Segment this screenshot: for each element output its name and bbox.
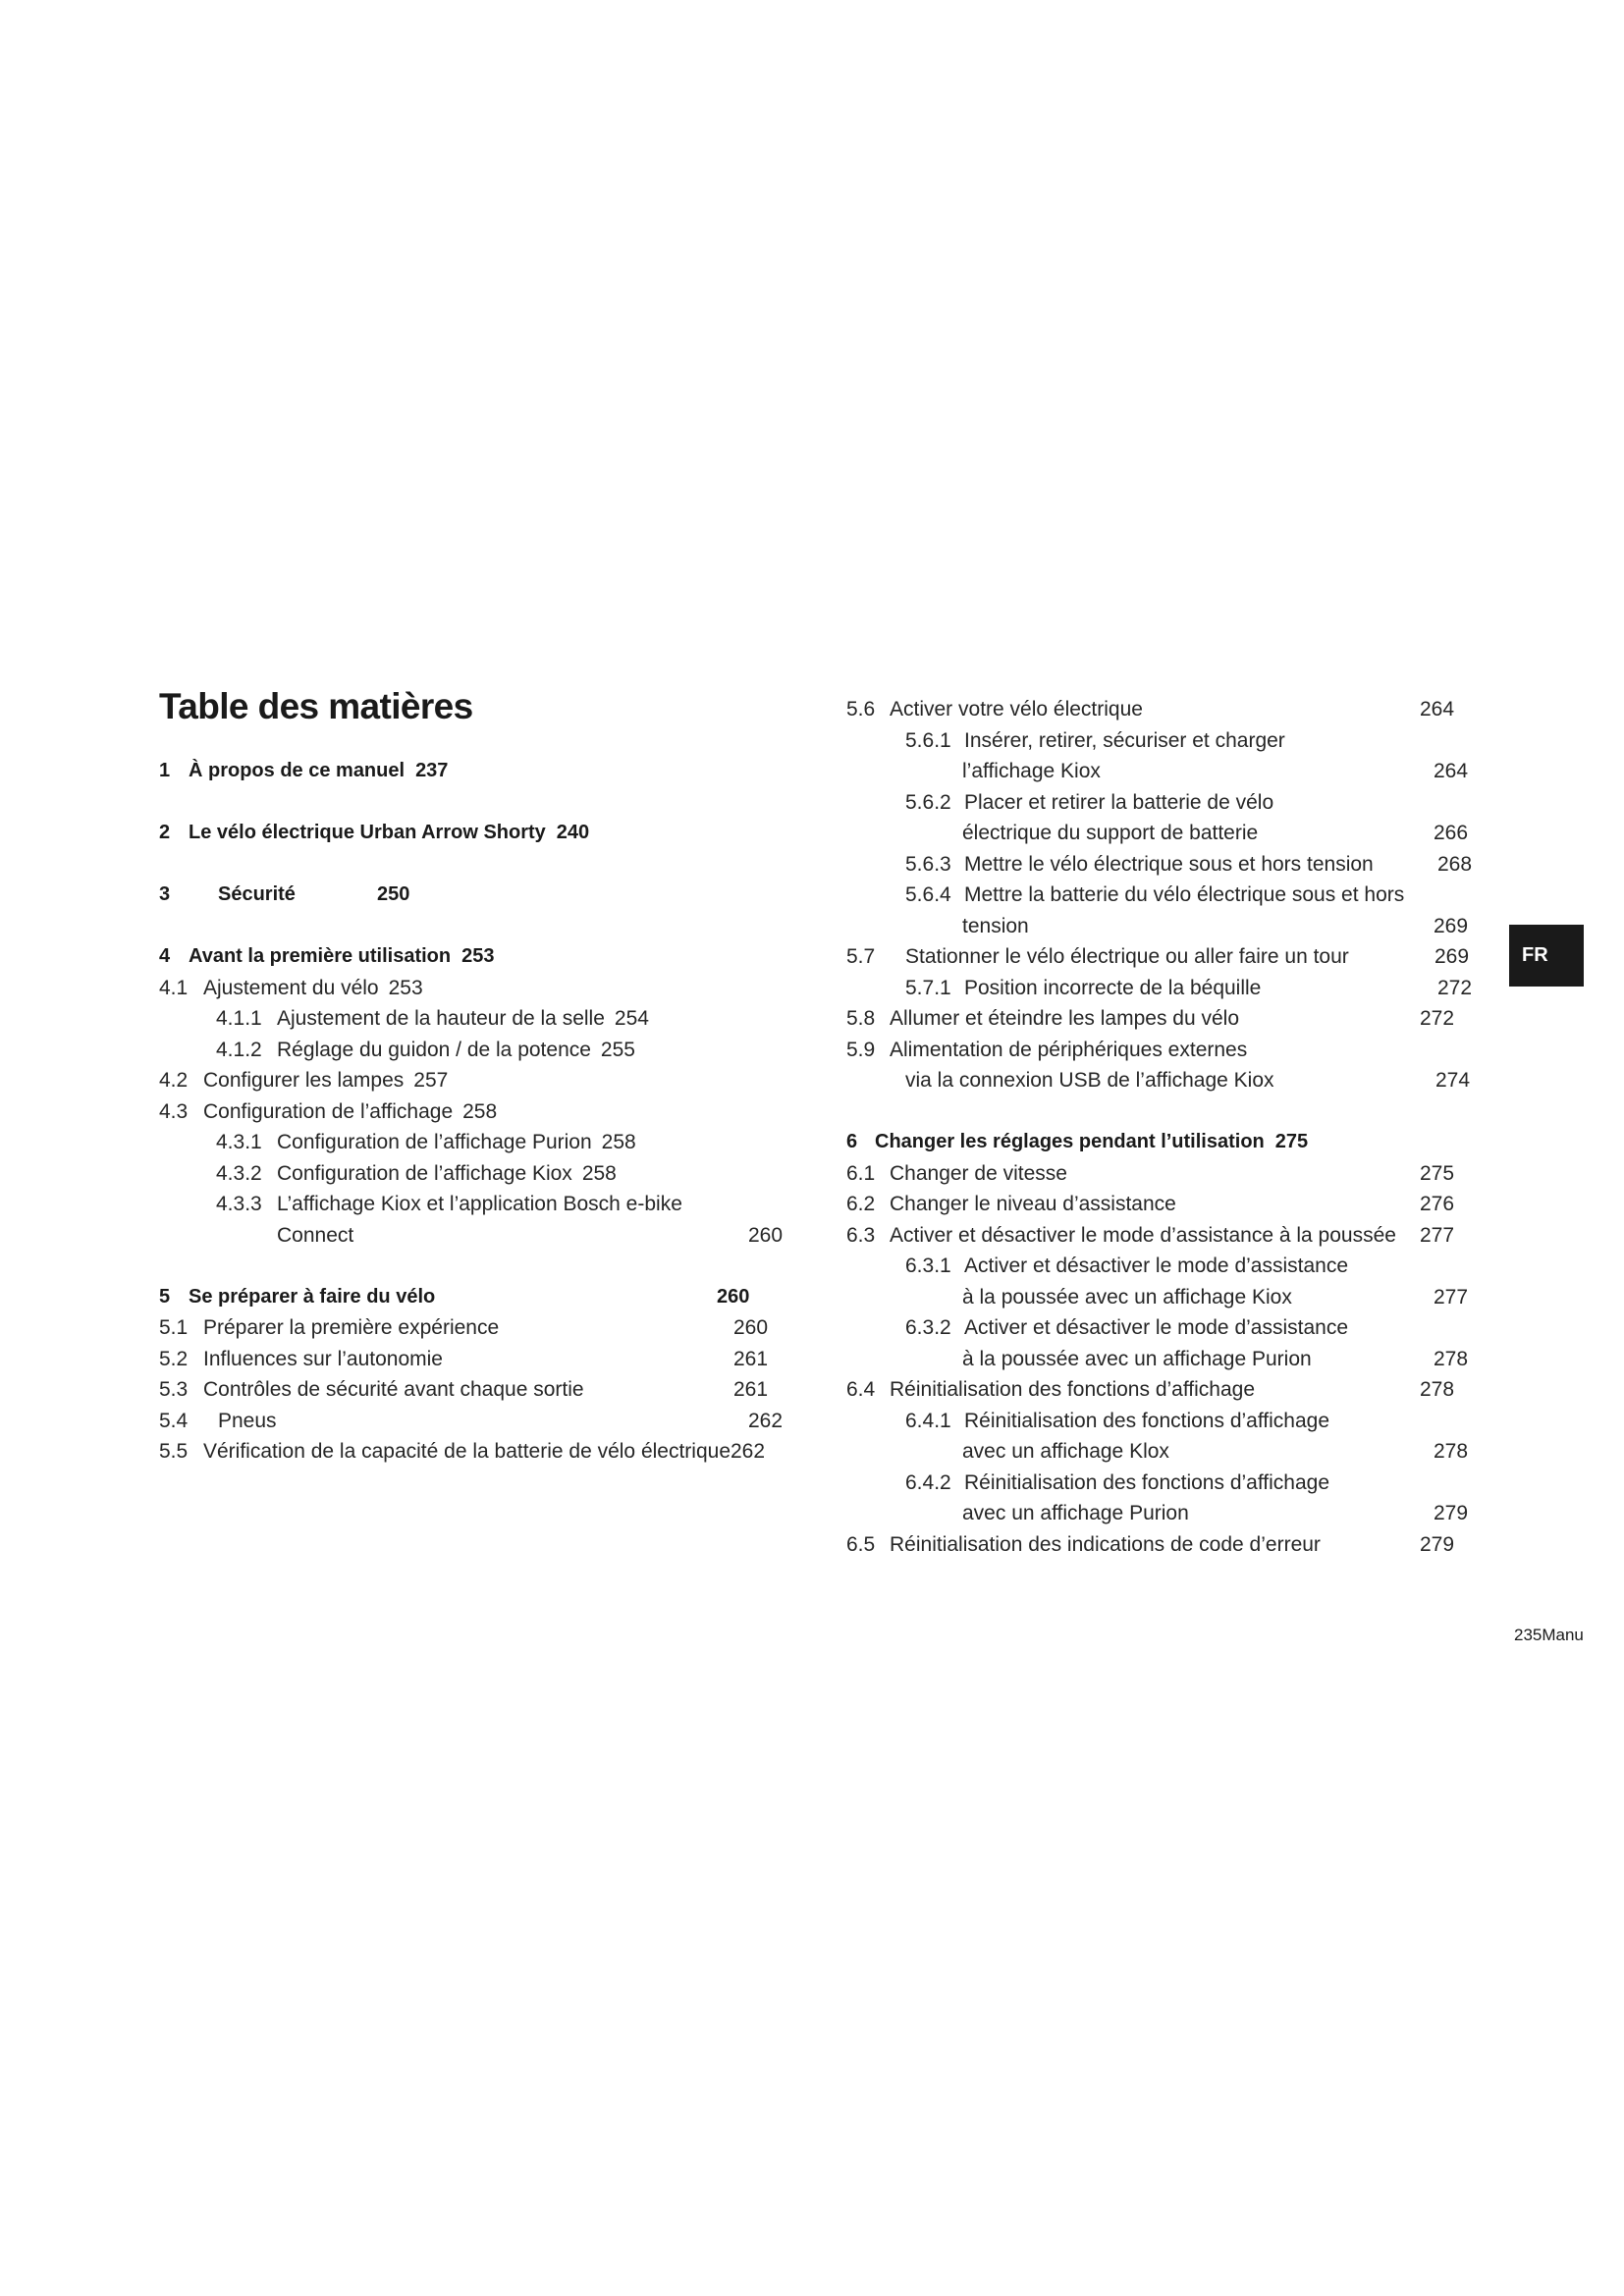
entry-number: 6.5: [846, 1532, 876, 1556]
toc-section-row: [846, 1374, 1475, 1406]
row-spacer: [159, 787, 797, 819]
entry-title: L’affichage Kiox et l’application Bosch e-bike: [277, 1193, 682, 1216]
entry-page: 275: [1420, 1161, 1455, 1185]
entry-title: Mettre la batterie du vélo électrique sous et hors: [964, 883, 1405, 907]
entry-title: Activer votre vélo électrique: [890, 698, 1143, 721]
toc-subsection-row: [846, 880, 1475, 911]
toc-chapter-row: [159, 818, 797, 849]
footer-code: [1514, 1625, 1584, 1646]
entry-number: 5.2: [159, 1347, 189, 1370]
entry-page: 272: [1420, 1007, 1455, 1031]
entry-title-continuation: à la poussée avec un affichage Purion: [962, 1347, 1312, 1370]
entry-page: 262: [748, 1409, 784, 1432]
entry-title-line: [203, 1096, 497, 1128]
entry-title-line: [203, 1065, 448, 1096]
entry-number: 4.3.2: [216, 1161, 262, 1185]
entry-number: 4.1.1: [216, 1007, 262, 1031]
entry-title-continuation: à la poussée avec un affichage Kiox: [962, 1285, 1292, 1308]
entry-number: 1: [159, 760, 171, 782]
page-title: Table des matières: [159, 686, 473, 726]
entry-number: 5.6.2: [905, 790, 951, 814]
row-spacer: [159, 911, 797, 942]
entry-title-continuation: électrique du support de batterie: [962, 822, 1259, 845]
entry-page: 264: [1434, 760, 1469, 783]
entry-page: 250: [377, 883, 410, 906]
entry-number: 5.1: [159, 1316, 189, 1340]
toc-section-row: [846, 1158, 1475, 1190]
row-spacer: [159, 849, 797, 881]
toc-subsection-row: [846, 849, 1475, 881]
toc-section-row: [159, 1344, 797, 1375]
entry-number: 5.6.4: [905, 883, 951, 907]
entry-page: 258: [462, 1099, 498, 1123]
entry-title: Avant la première utilisation: [189, 945, 452, 968]
toc-chapter-row: [159, 756, 797, 787]
entry-title: Changer de vitesse: [890, 1161, 1067, 1185]
toc-subsection-row: [846, 1251, 1475, 1282]
row-spacer: [846, 1096, 1475, 1128]
entry-number: 5.5: [159, 1440, 189, 1464]
entry-page: 269: [1434, 914, 1469, 937]
toc-continuation-row: [846, 1344, 1475, 1375]
entry-title-line: [875, 1127, 1308, 1158]
entry-title: Configuration de l’affichage Purion: [277, 1131, 592, 1154]
entry-number: 3: [159, 883, 171, 906]
entry-title: Sécurité: [218, 883, 296, 906]
toc-continuation-row: [846, 1065, 1475, 1096]
toc-continuation-row: [846, 1498, 1475, 1529]
entry-title-line: [277, 1003, 649, 1035]
entry-page: 279: [1434, 1502, 1469, 1525]
toc-chapter-row: [846, 1127, 1475, 1158]
toc-subsection-row: [159, 1003, 797, 1035]
entry-title: Pneus: [218, 1409, 277, 1432]
toc-continuation-row: [846, 1436, 1475, 1468]
entry-page: 274: [1435, 1069, 1471, 1093]
toc-right-column: [846, 694, 1475, 1560]
entry-title: Se préparer à faire du vélo: [189, 1285, 436, 1308]
entry-number: 5.9: [846, 1038, 876, 1061]
entry-title: Configurer les lampes: [203, 1069, 405, 1093]
entry-number: 2: [159, 822, 171, 844]
entry-page: 237: [415, 760, 449, 782]
entry-title: Position incorrecte de la béquille: [964, 976, 1262, 999]
entry-number: 6.2: [846, 1193, 876, 1216]
footer-code-text: 235Manu: [1514, 1626, 1584, 1644]
entry-title-line: [277, 1127, 636, 1158]
entry-number: 6.3.1: [905, 1255, 951, 1278]
entry-page: 266: [1434, 822, 1469, 845]
entry-title-line: [189, 756, 448, 787]
entry-page: 262: [731, 1440, 766, 1464]
toc-continuation-row: [846, 911, 1475, 942]
toc-section-row: [159, 1065, 797, 1096]
language-tab: [1509, 925, 1584, 987]
entry-number: 6.4: [846, 1378, 876, 1402]
toc-subsection-row: [846, 1406, 1475, 1437]
entry-page: 277: [1420, 1223, 1455, 1247]
entry-title: Le vélo électrique Urban Arrow Shorty: [189, 822, 546, 844]
entry-title: Activer et désactiver le mode d’assistance: [964, 1255, 1349, 1278]
toc-section-row: [846, 1189, 1475, 1220]
entry-page: 260: [733, 1316, 769, 1340]
entry-page: 277: [1434, 1285, 1469, 1308]
entry-title: Allumer et éteindre les lampes du vélo: [890, 1007, 1240, 1031]
toc-continuation-row: [846, 1282, 1475, 1313]
entry-page: 260: [717, 1285, 750, 1308]
entry-title: Ajustement de la hauteur de la selle: [277, 1007, 605, 1031]
entry-page: 264: [1420, 698, 1455, 721]
toc-section-row: [846, 1529, 1475, 1561]
entry-page: 276: [1420, 1193, 1455, 1216]
toc-chapter-row: [159, 941, 797, 973]
entry-page: 253: [461, 945, 495, 968]
entry-number: 5.6: [846, 698, 876, 721]
entry-number: 4.1.2: [216, 1038, 262, 1061]
entry-title: Vérification de la capacité de la batterie de vélo électrique: [203, 1440, 731, 1464]
toc-chapter-row: [159, 1282, 797, 1313]
entry-title: Réglage du guidon / de la potence: [277, 1038, 591, 1061]
entry-number: 5.7: [846, 945, 876, 969]
entry-page: 253: [388, 976, 423, 999]
entry-page: 278: [1434, 1440, 1469, 1464]
toc-section-row: [159, 1312, 797, 1344]
entry-page: 278: [1420, 1378, 1455, 1402]
entry-title: Activer et désactiver le mode d’assistance: [964, 1316, 1349, 1340]
entry-title: Influences sur l’autonomie: [203, 1347, 443, 1370]
toc-subsection-row: [159, 1158, 797, 1190]
toc-subsection-row: [159, 1035, 797, 1066]
entry-number: 5.4: [159, 1409, 189, 1432]
toc-left-column: [159, 756, 797, 1468]
entry-title: Changer le niveau d’assistance: [890, 1193, 1176, 1216]
row-spacer: [159, 1251, 797, 1282]
entry-page: 279: [1420, 1532, 1455, 1556]
entry-title: Réinitialisation des fonctions d’affichage: [964, 1470, 1330, 1494]
entry-page: 275: [1274, 1131, 1309, 1153]
entry-number: 5.8: [846, 1007, 876, 1031]
entry-title-continuation: tension: [962, 914, 1029, 937]
toc-section-row: [846, 941, 1475, 973]
entry-title-line: [277, 1158, 617, 1190]
entry-page: 261: [733, 1378, 769, 1402]
entry-page: 260: [748, 1223, 784, 1247]
entry-title: Contrôles de sécurité avant chaque sortie: [203, 1378, 584, 1402]
toc-subsection-row: [846, 787, 1475, 819]
toc-section-row: [846, 1220, 1475, 1252]
entry-title: Réinitialisation des indications de code d’erreur: [890, 1532, 1321, 1556]
entry-number: 4.3: [159, 1099, 189, 1123]
entry-number: 6.4.1: [905, 1409, 951, 1432]
toc-section-row: [846, 694, 1475, 725]
toc-subsection-row: [846, 1312, 1475, 1344]
entry-title-continuation: avec un affichage Purion: [962, 1502, 1189, 1525]
entry-title: Réinitialisation des fonctions d’affichage: [964, 1409, 1330, 1432]
entry-title: Changer les réglages pendant l’utilisation: [875, 1131, 1265, 1153]
toc-subsection-row: [159, 1127, 797, 1158]
entry-title-continuation: l’affichage Kiox: [962, 760, 1101, 783]
entry-number: 5.6.1: [905, 728, 951, 752]
entry-number: 4: [159, 945, 171, 968]
entry-title: Insérer, retirer, sécuriser et charger: [964, 728, 1285, 752]
entry-number: 5.3: [159, 1378, 189, 1402]
entry-title: Configuration de l’affichage Kiox: [277, 1161, 572, 1185]
entry-title: Mettre le vélo électrique sous et hors tension: [964, 852, 1374, 876]
entry-number: 6.4.2: [905, 1470, 951, 1494]
entry-page: 258: [601, 1131, 636, 1154]
entry-title-line: [189, 941, 494, 973]
entry-number: 6.1: [846, 1161, 876, 1185]
toc-section-row: [159, 973, 797, 1004]
toc-continuation-row: [846, 818, 1475, 849]
entry-number: 4.3.3: [216, 1193, 262, 1216]
entry-title: Ajustement du vélo: [203, 976, 379, 999]
toc-subsection-row: [159, 1189, 797, 1220]
entry-title: Alimentation de périphériques externes: [890, 1038, 1248, 1061]
toc-section-row: [159, 1436, 797, 1468]
entry-page: 278: [1434, 1347, 1469, 1370]
toc-continuation-row: [846, 756, 1475, 787]
entry-number: 6.3.2: [905, 1316, 951, 1340]
entry-number: 4.2: [159, 1069, 189, 1093]
entry-title: Placer et retirer la batterie de vélo: [964, 790, 1274, 814]
entry-number: 4.3.1: [216, 1131, 262, 1154]
entry-title: Préparer la première expérience: [203, 1316, 500, 1340]
entry-page: 258: [581, 1161, 617, 1185]
entry-page: 240: [556, 822, 590, 844]
toc-continuation-row: [159, 1220, 797, 1252]
entry-page: 257: [413, 1069, 449, 1093]
entry-page: 272: [1437, 976, 1473, 999]
entry-number: 5.6.3: [905, 852, 951, 876]
entry-title-line: [189, 818, 589, 849]
entry-title-line: [203, 1436, 765, 1468]
entry-title-continuation: avec un affichage Klox: [962, 1440, 1169, 1464]
entry-page: 268: [1437, 852, 1473, 876]
entry-number: 5: [159, 1285, 171, 1308]
entry-page: 269: [1435, 945, 1470, 969]
entry-page: 254: [614, 1007, 649, 1031]
toc-chapter-row: [159, 880, 797, 911]
toc-subsection-row: [846, 725, 1475, 757]
entry-number: 5.7.1: [905, 976, 951, 999]
entry-title: Activer et désactiver le mode d’assistance à la poussée: [890, 1223, 1396, 1247]
entry-page: 255: [600, 1038, 635, 1061]
toc-subsection-row: [846, 1468, 1475, 1499]
toc-section-row: [159, 1096, 797, 1128]
entry-number: 6.3: [846, 1223, 876, 1247]
entry-number: 6: [846, 1131, 858, 1153]
entry-title: Configuration de l’affichage: [203, 1099, 454, 1123]
toc-section-row: [846, 1003, 1475, 1035]
entry-title-line: [277, 1035, 635, 1066]
language-tab-label: FR: [1522, 944, 1548, 966]
entry-title: Stationner le vélo électrique ou aller faire un tour: [905, 945, 1349, 969]
toc-section-row: [846, 1035, 1475, 1066]
toc-subsection-row: [846, 973, 1475, 1004]
toc-section-row: [159, 1406, 797, 1437]
entry-title-continuation: Connect: [277, 1223, 354, 1247]
entry-number: 4.1: [159, 976, 189, 999]
entry-page: 261: [733, 1347, 769, 1370]
toc-section-row: [159, 1374, 797, 1406]
entry-title: À propos de ce manuel: [189, 760, 406, 782]
entry-title-line: [203, 973, 423, 1004]
entry-title-continuation: via la connexion USB de l’affichage Kiox: [905, 1069, 1274, 1093]
entry-title: Réinitialisation des fonctions d’affichage: [890, 1378, 1256, 1402]
